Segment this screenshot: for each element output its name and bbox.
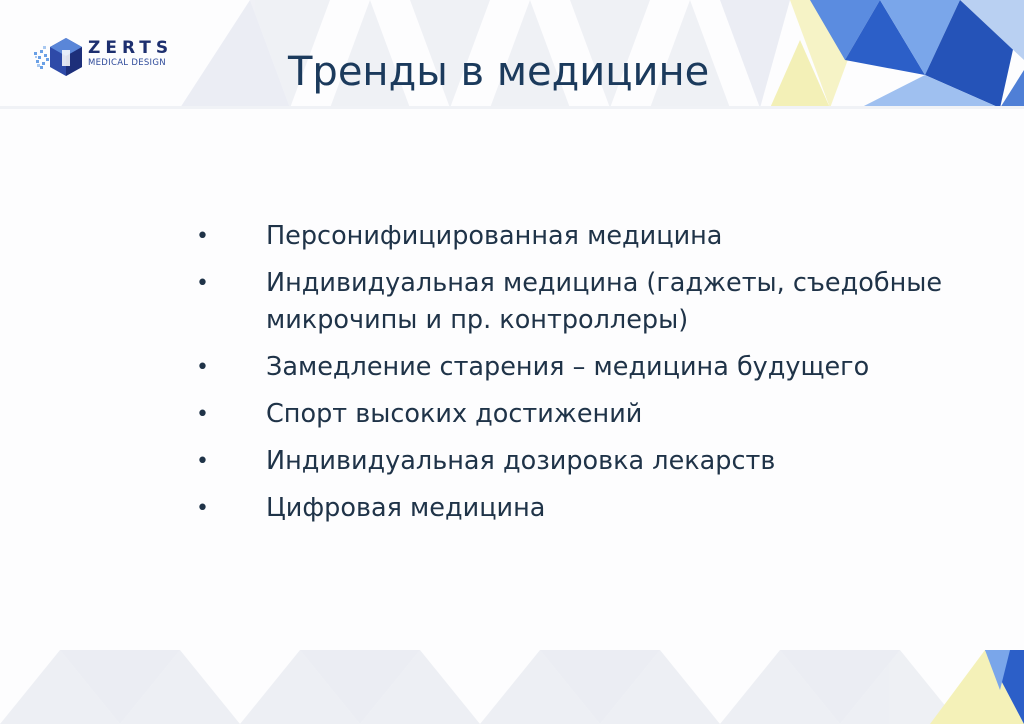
bullet-icon: • [196, 496, 209, 521]
list-item [196, 490, 956, 527]
zerts-logo [34, 36, 194, 80]
logo-subtitle: MEDICAL DESIGN [88, 58, 166, 68]
bullet-icon: • [196, 402, 209, 427]
list-item-text: Замедление старения – медицина будущего [266, 352, 870, 382]
list-item [196, 349, 956, 386]
list-item [196, 265, 956, 339]
bullet-icon: • [196, 355, 209, 380]
list-item-text: Персонифицированная медицина [266, 221, 723, 251]
list-item [196, 443, 956, 480]
list-item-text: Индивидуальная медицина (гаджеты, съедобные микрочипы и пр. контроллеры) [266, 268, 943, 335]
list-item [196, 218, 956, 255]
bullet-icon: • [196, 449, 209, 474]
bullet-icon: • [196, 271, 209, 296]
list-item-text: Спорт высоких достижений [266, 399, 643, 429]
list-item-text: Цифровая медицина [266, 493, 546, 523]
slide-title: Тренды в медицине [288, 49, 710, 95]
logo-wordmark: ZERTS [88, 38, 174, 58]
bullet-list [196, 218, 956, 537]
list-item [196, 396, 956, 433]
logo-hexagon-icon [34, 36, 86, 80]
list-item-text: Индивидуальная дозировка лекарств [266, 446, 776, 476]
bullet-icon: • [196, 224, 209, 249]
